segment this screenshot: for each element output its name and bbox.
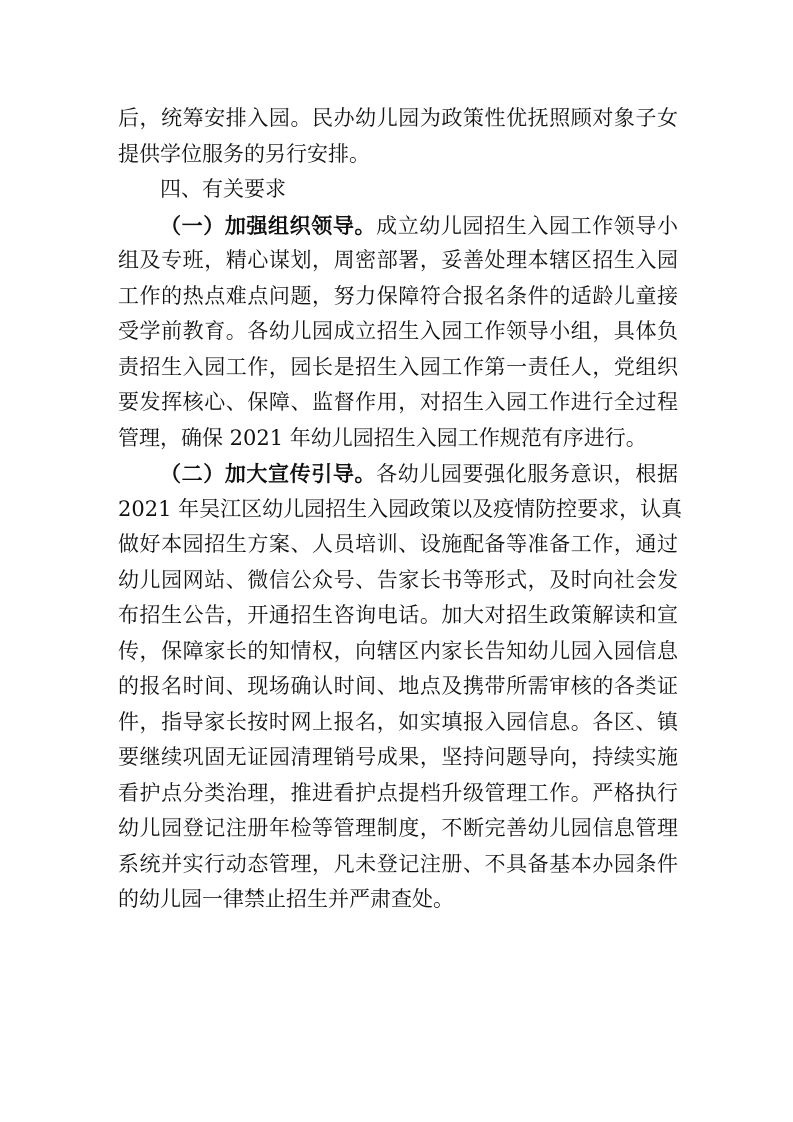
text-line: 做好本园招生方案、人员培训、设施配备等准备工作，通过 bbox=[118, 532, 678, 556]
text-fragment: 成立幼儿园招生入园工作领导小 bbox=[376, 213, 679, 238]
text-fragment: 各幼儿园要强化服务意识，根据 bbox=[376, 462, 679, 486]
text-line: 后，统筹安排入园。民办幼儿园为政策性优抚照顾对象子女 bbox=[118, 106, 678, 130]
text-line: 工作的热点难点问题，努力保障符合报名条件的适龄儿童接 bbox=[118, 283, 678, 308]
text-line: 幼儿园网站、微信公众号、告家长书等形式，及时向社会发 bbox=[118, 567, 678, 592]
document-body bbox=[118, 101, 683, 918]
text-line: 要继续巩固无证园清理销号成果，坚持问题导向，持续实施 bbox=[118, 745, 678, 769]
text-line: 责招生入园工作，园长是招生入园工作第一责任人，党组织 bbox=[118, 354, 678, 379]
text-line: 2021 年吴江区幼儿园招生入园政策以及疫情防控要求，认真 bbox=[118, 496, 683, 521]
section-heading: 四、有关要求 bbox=[160, 177, 286, 201]
text-line: 提供学位服务的另行安排。 bbox=[118, 141, 370, 166]
text-line: 的幼儿园一律禁止招生并严肃查处。 bbox=[118, 887, 454, 911]
text-line: 管理，确保 2021 年幼儿园招生入园工作规范有序进行。 bbox=[118, 425, 647, 450]
text-line: 的报名时间、现场确认时间、地点及携带所需审核的各类证 bbox=[118, 674, 678, 698]
subsection-heading: （二）加大宣传引导。 bbox=[160, 461, 377, 486]
text-line: 系统并实行动态管理，凡未登记注册、不具备基本办园条件 bbox=[118, 851, 678, 876]
text-line bbox=[118, 208, 678, 244]
subsection-heading: （一）加强组织领导。 bbox=[160, 212, 377, 238]
text-line: 受学前教育。各幼儿园成立招生入园工作领导小组，具体负 bbox=[118, 319, 678, 343]
text-line: 传，保障家长的知情权，向辖区内家长告知幼儿园入园信息 bbox=[118, 638, 678, 663]
text-line: 布招生公告，开通招生咨询电话。加大对招生政策解读和宣 bbox=[118, 603, 678, 627]
text-line: 件，指导家长按时网上报名，如实填报入园信息。各区、镇 bbox=[118, 709, 678, 734]
text-line: 幼儿园登记注册年检等管理制度，不断完善幼儿园信息管理 bbox=[118, 816, 678, 840]
text-line bbox=[118, 456, 678, 492]
text-line: 看护点分类治理，推进看护点提档升级管理工作。严格执行 bbox=[118, 780, 678, 805]
text-line: 要发挥核心、保障、监督作用，对招生入园工作进行全过程 bbox=[118, 390, 678, 414]
text-line: 组及专班，精心谋划，周密部署，妥善处理本辖区招生入园 bbox=[118, 248, 678, 272]
